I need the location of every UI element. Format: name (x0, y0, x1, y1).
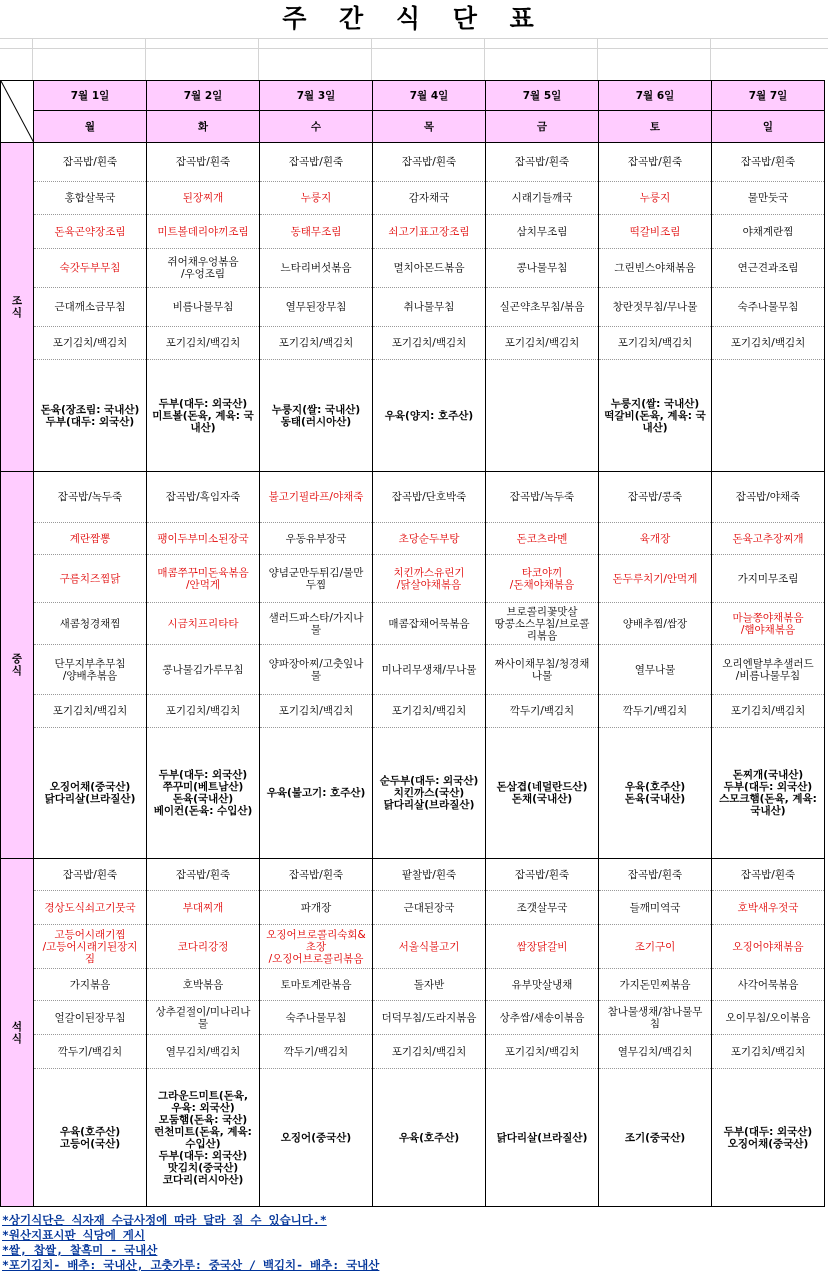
menu-item-cell: 경상도식쇠고기뭇국 (34, 891, 147, 925)
menu-item-cell: 창란젓무침/무나물 (599, 288, 712, 327)
weekday-header: 금 (486, 111, 599, 143)
menu-item-cell: 돈육고추장찌개 (712, 523, 825, 555)
weekday-header: 목 (373, 111, 486, 143)
menu-item-cell: 그린빈스야채볶음 (599, 249, 712, 288)
weekday-header: 월 (34, 111, 147, 143)
date-header: 7월 1일 (34, 81, 147, 111)
menu-item-cell: 열무된장무침 (260, 288, 373, 327)
menu-item-cell: 팽이두부미소된장국 (147, 523, 260, 555)
menu-item-cell: 잡곡밥/콩죽 (599, 472, 712, 523)
menu-item-cell: 삼치무조림 (486, 215, 599, 249)
origin-info-cell: 우육(호주산) 돈육(국내산) (599, 728, 712, 859)
origin-info-cell: 돈삼겹(네덜란드산) 돈채(국내산) (486, 728, 599, 859)
menu-item-cell: 포기김치/백김치 (373, 1035, 486, 1069)
menu-item-cell: 미나리무생채/무나물 (373, 645, 486, 695)
date-header: 7월 4일 (373, 81, 486, 111)
menu-item-cell: 비름나물무침 (147, 288, 260, 327)
footnote: *원산지표시판 식당에 게시 (2, 1228, 145, 1242)
menu-item-cell: 더덕무침/도라지볶음 (373, 1001, 486, 1035)
menu-item-cell: 미트볼데리야끼조림 (147, 215, 260, 249)
weekday-header: 일 (712, 111, 825, 143)
menu-item-cell: 얼갈이된장무침 (34, 1001, 147, 1035)
menu-item-cell: 잡곡밥/흰죽 (260, 143, 373, 182)
origin-info-cell: 우육(불고기: 호주산) (260, 728, 373, 859)
menu-item-cell: 잡곡밥/흰죽 (260, 859, 373, 891)
weekday-header: 수 (260, 111, 373, 143)
weekday-header: 화 (147, 111, 260, 143)
menu-item-cell: 열무나물 (599, 645, 712, 695)
menu-item-cell: 포기김치/백김치 (712, 327, 825, 360)
menu-item-cell: 취나물무침 (373, 288, 486, 327)
menu-item-cell: 포기김치/백김치 (373, 695, 486, 728)
menu-item-cell: 쥐어채우엉볶음 /우엉조림 (147, 249, 260, 288)
menu-item-cell: 누룽지 (599, 182, 712, 215)
menu-item-cell: 브로콜리꽃맛살 땅콩소스무침/브로콜 리볶음 (486, 603, 599, 645)
menu-item-cell: 가지볶음 (34, 969, 147, 1001)
menu-item-cell: 마늘쫑야채볶음 /햄야채볶음 (712, 603, 825, 645)
menu-item-cell: 포기김치/백김치 (712, 695, 825, 728)
meal-label: 조 식 (1, 143, 34, 472)
menu-item-cell: 상추겉절이/미나리나 물 (147, 1001, 260, 1035)
menu-item-cell: 양념군만두튀김/물만 두찜 (260, 555, 373, 603)
menu-item-cell: 포기김치/백김치 (260, 695, 373, 728)
footnote: *쌀, 찹쌀, 찰흑미 - 국내산 (2, 1243, 158, 1257)
footnote: *상기식단은 식자재 수급사정에 따라 달라 질 수 있습니다.* (2, 1213, 327, 1227)
menu-item-cell: 잡곡밥/흰죽 (599, 859, 712, 891)
origin-info-cell (712, 360, 825, 472)
menu-item-cell: 육개장 (599, 523, 712, 555)
menu-item-cell: 타코야끼 /돈채야채볶음 (486, 555, 599, 603)
menu-item-cell: 잡곡밥/흰죽 (147, 859, 260, 891)
menu-item-cell: 포기김치/백김치 (486, 327, 599, 360)
menu-item-cell: 들깨미역국 (599, 891, 712, 925)
menu-item-cell: 된장찌개 (147, 182, 260, 215)
origin-info-cell: 누룽지(쌀: 국내산) 동태(러시아산) (260, 360, 373, 472)
menu-item-cell: 치킨까스유린기 /닭살야채볶음 (373, 555, 486, 603)
weekly-menu-table (0, 80, 825, 1207)
menu-item-cell: 감자채국 (373, 182, 486, 215)
menu-item-cell: 서울식불고기 (373, 925, 486, 969)
menu-item-cell: 콩나물무침 (486, 249, 599, 288)
origin-info-cell: 돈찌개(국내산) 두부(대두: 외국산) 스모크햄(돈육, 계육: 국내산) (712, 728, 825, 859)
page-title: 주 간 식 단 표 (282, 4, 546, 33)
menu-item-cell: 열무김치/백김치 (147, 1035, 260, 1069)
menu-item-cell: 콩나물김가루무침 (147, 645, 260, 695)
menu-item-cell: 고등어시래기찜 /고등어시래기된장지 짐 (34, 925, 147, 969)
date-header: 7월 5일 (486, 81, 599, 111)
menu-item-cell: 시래기들깨국 (486, 182, 599, 215)
menu-item-cell: 잡곡밥/흰죽 (147, 143, 260, 182)
menu-item-cell: 잡곡밥/흰죽 (712, 143, 825, 182)
menu-item-cell: 깍두기/백김치 (260, 1035, 373, 1069)
menu-item-cell: 포기김치/백김치 (147, 695, 260, 728)
origin-info-cell: 오징어(중국산) (260, 1069, 373, 1207)
menu-item-cell: 느타리버섯볶음 (260, 249, 373, 288)
menu-item-cell: 포기김치/백김치 (712, 1035, 825, 1069)
menu-item-cell: 시금치프리타타 (147, 603, 260, 645)
menu-item-cell: 잡곡밥/녹두죽 (34, 472, 147, 523)
menu-item-cell: 잡곡밥/단호박죽 (373, 472, 486, 523)
menu-item-cell: 잡곡밥/흰죽 (599, 143, 712, 182)
menu-item-cell: 가지돈민찌볶음 (599, 969, 712, 1001)
origin-info-cell: 우육(호주산) (373, 1069, 486, 1207)
menu-item-cell: 잡곡밥/흑임자죽 (147, 472, 260, 523)
menu-item-cell: 우동유부장국 (260, 523, 373, 555)
origin-info-cell: 오징어채(중국산) 닭다리살(브라질산) (34, 728, 147, 859)
menu-item-cell: 깍두기/백김치 (486, 695, 599, 728)
menu-item-cell: 양배추찜/쌈장 (599, 603, 712, 645)
menu-item-cell: 잡곡밥/흰죽 (373, 143, 486, 182)
origin-info-cell: 그라운드미트(돈육, 우육: 외국산) 모둠햄(돈육: 국산) 런천미트(돈육, 계육: 수입산) 두부(대두: 외국산) 맛김치(중국산) 코다리(러시아산) (147, 1069, 260, 1207)
menu-item-cell: 잡곡밥/흰죽 (34, 143, 147, 182)
menu-item-cell: 매콤쭈꾸미돈육볶음 /안먹게 (147, 555, 260, 603)
menu-item-cell: 가지미무조림 (712, 555, 825, 603)
menu-item-cell: 계란짬뽕 (34, 523, 147, 555)
menu-item-cell: 숙주나물무침 (260, 1001, 373, 1035)
menu-item-cell: 홍합살묵국 (34, 182, 147, 215)
menu-item-cell: 포기김치/백김치 (373, 327, 486, 360)
menu-item-cell: 돈두루치기/안먹게 (599, 555, 712, 603)
menu-item-cell: 초당순두부탕 (373, 523, 486, 555)
menu-item-cell: 포기김치/백김치 (34, 695, 147, 728)
menu-item-cell: 깍두기/백김치 (34, 1035, 147, 1069)
menu-item-cell: 포기김치/백김치 (486, 1035, 599, 1069)
origin-info-cell: 누룽지(쌀: 국내산) 떡갈비(돈육, 계육: 국 내산) (599, 360, 712, 472)
date-header: 7월 6일 (599, 81, 712, 111)
menu-item-cell: 양파장아찌/고춧잎나 물 (260, 645, 373, 695)
menu-item-cell: 깍두기/백김치 (599, 695, 712, 728)
menu-item-cell: 팥찰밥/흰죽 (373, 859, 486, 891)
menu-item-cell: 호박볶음 (147, 969, 260, 1001)
menu-item-cell: 파개장 (260, 891, 373, 925)
menu-item-cell: 누룽지 (260, 182, 373, 215)
origin-info-cell: 조기(중국산) (599, 1069, 712, 1207)
menu-item-cell: 연근견과조림 (712, 249, 825, 288)
menu-item-cell: 돈육곤약장조림 (34, 215, 147, 249)
menu-item-cell: 오이무침/오이볶음 (712, 1001, 825, 1035)
meal-label: 중 식 (1, 472, 34, 859)
menu-item-cell: 쇠고기표고장조림 (373, 215, 486, 249)
menu-item-cell: 포기김치/백김치 (34, 327, 147, 360)
menu-item-cell: 잡곡밥/흰죽 (34, 859, 147, 891)
footnotes (2, 1213, 379, 1273)
menu-item-cell: 숙주나물무침 (712, 288, 825, 327)
origin-info-cell: 두부(대두: 외국산) 오징어채(중국산) (712, 1069, 825, 1207)
menu-item-cell: 열무김치/백김치 (599, 1035, 712, 1069)
menu-item-cell: 단무지부추무침 /양배추볶음 (34, 645, 147, 695)
date-header: 7월 2일 (147, 81, 260, 111)
menu-item-cell: 오징어브로콜리숙회& 초장 /오징어브로콜리볶음 (260, 925, 373, 969)
origin-info-cell: 닭다리살(브라질산) (486, 1069, 599, 1207)
menu-item-cell: 떡갈비조림 (599, 215, 712, 249)
menu-item-cell: 동태무조림 (260, 215, 373, 249)
menu-item-cell: 근대된장국 (373, 891, 486, 925)
menu-item-cell: 숙갓두부무침 (34, 249, 147, 288)
origin-info-cell: 우육(양지: 호주산) (373, 360, 486, 472)
origin-info-cell: 우육(호주산) 고등어(국산) (34, 1069, 147, 1207)
menu-item-cell: 잡곡밥/녹두죽 (486, 472, 599, 523)
corner-diagonal-cell (1, 81, 34, 143)
meal-label: 석 식 (1, 859, 34, 1207)
origin-info-cell: 두부(대두: 외국산) 쭈꾸미(베트남산) 돈육(국내산) 베이컨(돈육: 수입산) (147, 728, 260, 859)
weekday-header: 토 (599, 111, 712, 143)
menu-item-cell: 물만둣국 (712, 182, 825, 215)
menu-item-cell: 조갯살무국 (486, 891, 599, 925)
menu-item-cell: 조기구이 (599, 925, 712, 969)
menu-item-cell: 쌈장닭갈비 (486, 925, 599, 969)
menu-item-cell: 매콤잡채어묵볶음 (373, 603, 486, 645)
menu-item-cell: 돈코츠라멘 (486, 523, 599, 555)
menu-item-cell: 잡곡밥/야채죽 (712, 472, 825, 523)
menu-item-cell: 상추쌈/새송이볶음 (486, 1001, 599, 1035)
menu-item-cell: 잡곡밥/흰죽 (486, 143, 599, 182)
origin-info-cell: 두부(대두: 외국산) 미트볼(돈육, 계육: 국 내산) (147, 360, 260, 472)
menu-item-cell: 새콤청경채찜 (34, 603, 147, 645)
menu-item-cell: 호박새우젓국 (712, 891, 825, 925)
menu-item-cell: 유부맛살냉채 (486, 969, 599, 1001)
menu-item-cell: 포기김치/백김치 (599, 327, 712, 360)
menu-item-cell: 잡곡밥/흰죽 (486, 859, 599, 891)
menu-item-cell: 불고기필라프/야채죽 (260, 472, 373, 523)
menu-item-cell: 야채계란찜 (712, 215, 825, 249)
menu-item-cell: 부대찌개 (147, 891, 260, 925)
menu-item-cell: 근대깨소금무침 (34, 288, 147, 327)
menu-item-cell: 참나물생채/참나물무 침 (599, 1001, 712, 1035)
menu-item-cell: 잡곡밥/흰죽 (712, 859, 825, 891)
date-header: 7월 7일 (712, 81, 825, 111)
menu-item-cell: 포기김치/백김치 (260, 327, 373, 360)
menu-item-cell: 구름치즈찜닭 (34, 555, 147, 603)
origin-info-cell: 돈육(장조림: 국내산) 두부(대두: 외국산) (34, 360, 147, 472)
menu-item-cell: 오리엔탈부추샐러드 /비름나물무침 (712, 645, 825, 695)
menu-item-cell: 샐러드파스타/가지나 물 (260, 603, 373, 645)
origin-info-cell: 순두부(대두: 외국산) 치킨까스(국산) 닭다리살(브라질산) (373, 728, 486, 859)
menu-item-cell: 돌자반 (373, 969, 486, 1001)
menu-item-cell: 실곤약초무침/볶음 (486, 288, 599, 327)
origin-info-cell (486, 360, 599, 472)
menu-item-cell: 오징어야채볶음 (712, 925, 825, 969)
menu-item-cell: 사각어묵볶음 (712, 969, 825, 1001)
spreadsheet-gridlines (0, 38, 828, 82)
menu-item-cell: 토마토계란볶음 (260, 969, 373, 1001)
date-header: 7월 3일 (260, 81, 373, 111)
menu-item-cell: 멸치아몬드볶음 (373, 249, 486, 288)
footnote: *포기김치- 배추: 국내산, 고춧가루: 중국산 / 백김치- 배추: 국내산 (2, 1258, 380, 1272)
menu-item-cell: 코다리강정 (147, 925, 260, 969)
menu-item-cell: 포기김치/백김치 (147, 327, 260, 360)
menu-item-cell: 짜사이채무침/청경채 나물 (486, 645, 599, 695)
